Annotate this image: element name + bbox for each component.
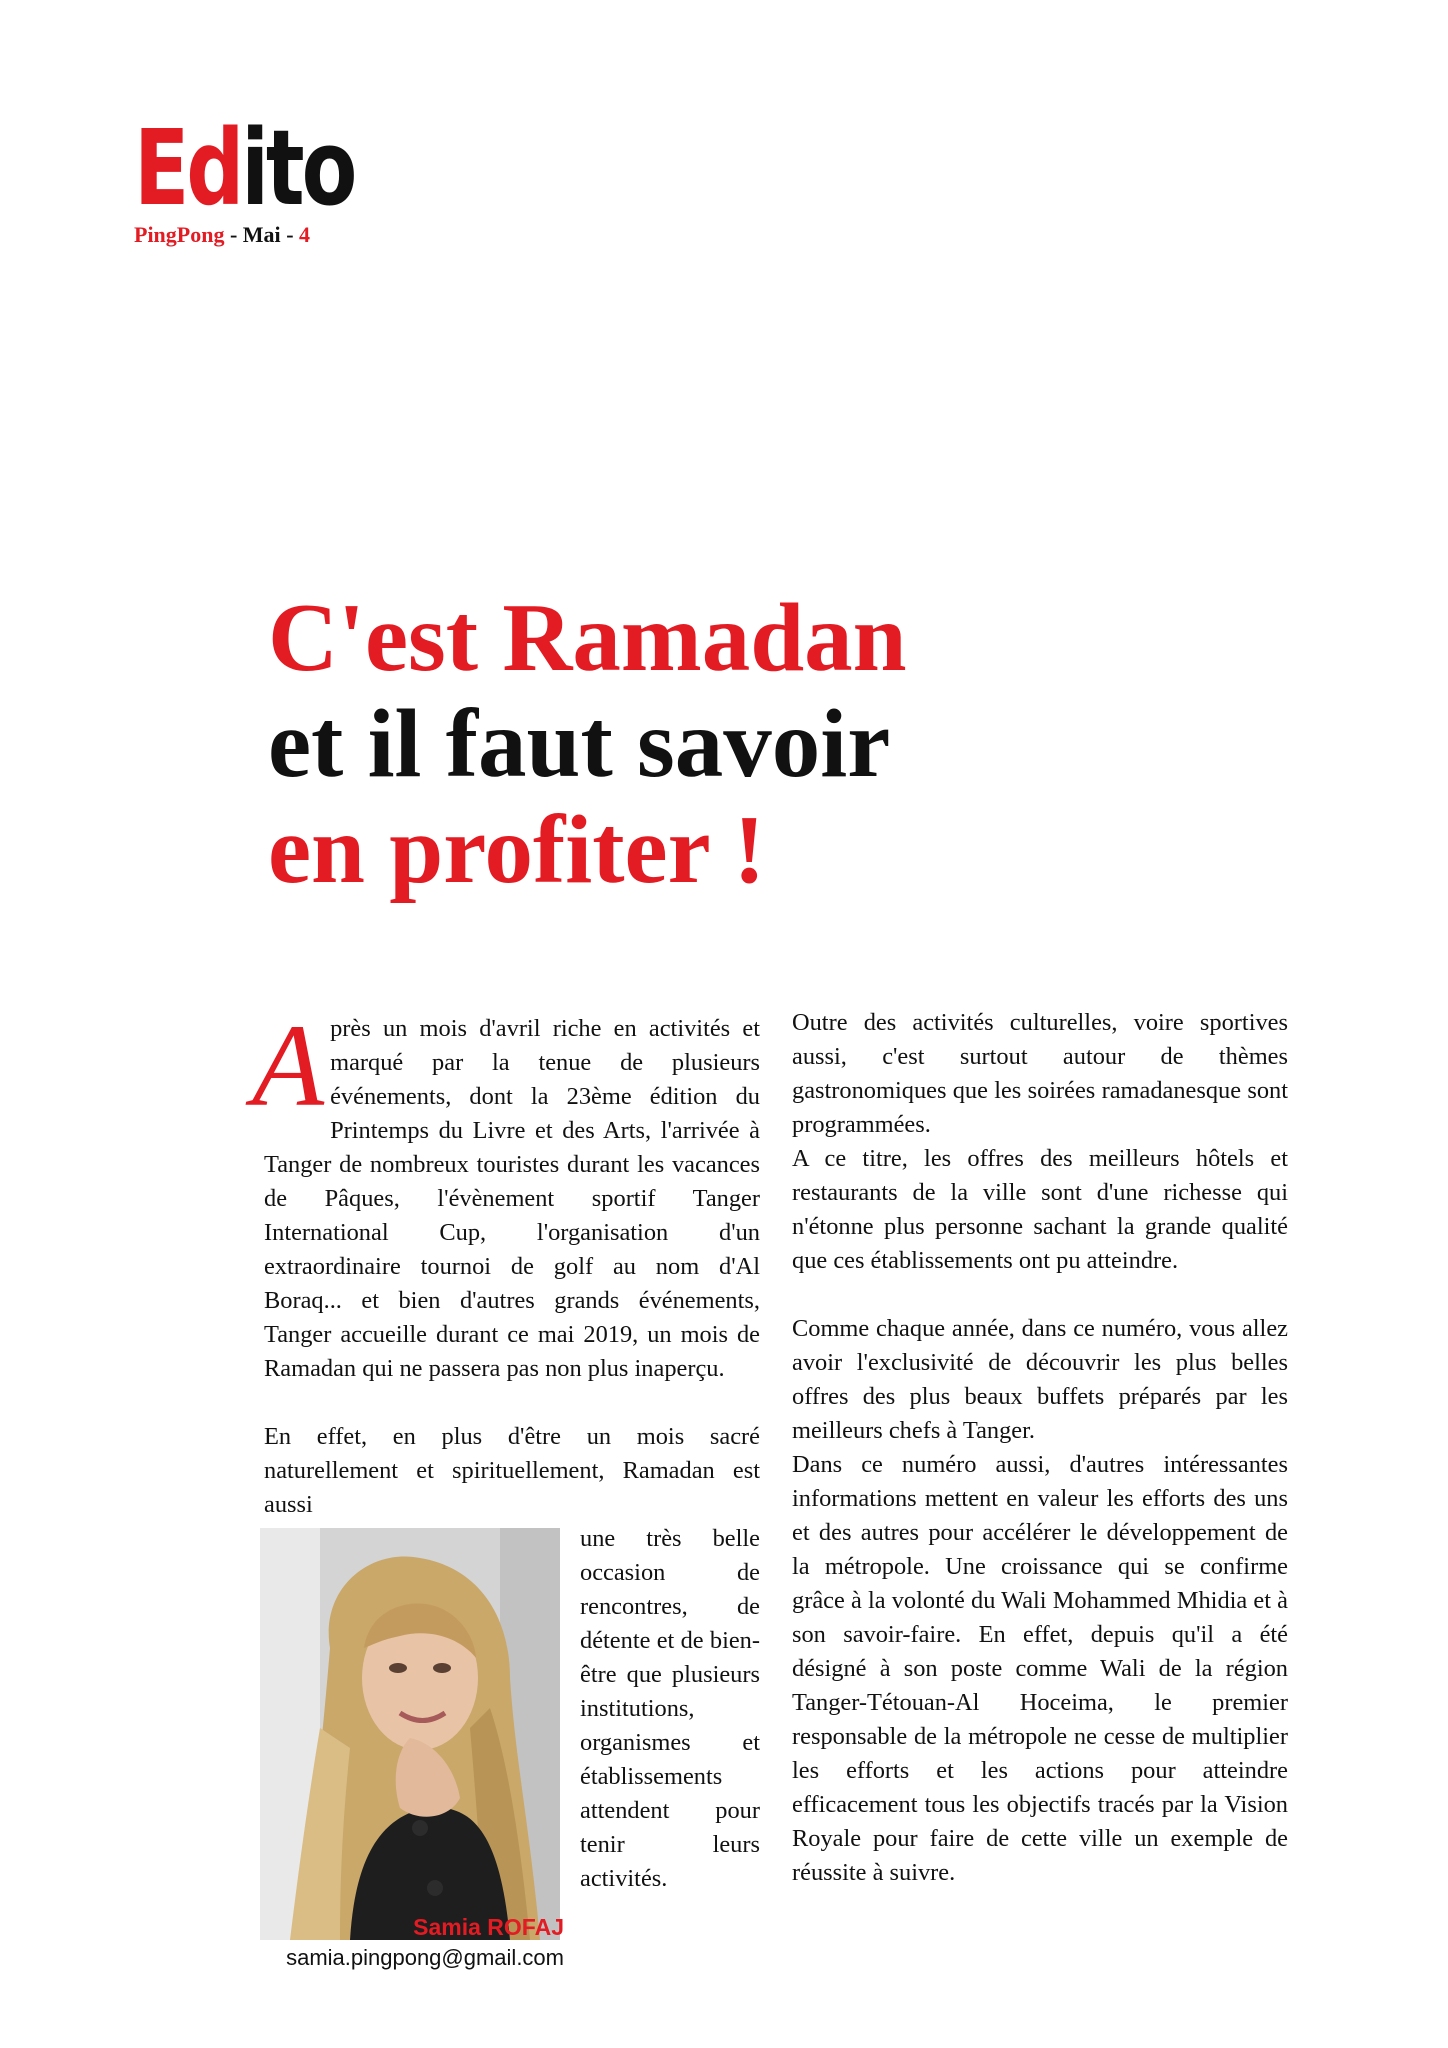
author-email[interactable]: samia.pingpong@gmail.com (286, 1945, 564, 1970)
edito-logo (134, 108, 354, 228)
issue-separator: - (224, 222, 243, 247)
drop-cap: A (252, 1000, 325, 1131)
headline-line-3: en profiter ! (268, 796, 766, 903)
article-column-left (252, 1000, 760, 1940)
issue-page-number: 4 (299, 222, 311, 247)
article-paragraph: En effet, en plus d'être un mois sacré naturellement et spirituellement, Ramadan est aussi (264, 1423, 760, 1518)
author-portrait-image (260, 1528, 560, 1940)
paragraph-text: près un mois d'avril riche en activités et marqué par la tenue de plusieurs événements, dont la 23ème édition du Printemps du Livre et des Arts, l'arrivée à Tanger de nombreux touristes durant les vacances de Pâques, l'évènement sportif Tanger International Cup, l'organisation d'un extraordinaire tournoi de golf au nom d'Al Boraq... et bien d'autres grands événements, Tanger accueille durant ce mai 2019, un mois de Ramadan qui ne passera pas non plus inaperçu. (264, 1015, 760, 1382)
masthead (134, 108, 416, 248)
article-paragraph: Outre des activités culturelles, voire sportives aussi, c'est surtout autour de thèmes gastronomiques que les soirées ramadanesque sont programmées. (792, 1009, 1288, 1138)
author-photo (260, 1528, 560, 1940)
logo-black-part: ito (241, 107, 355, 229)
headline-line-2: et il faut savoir (268, 690, 891, 797)
article-paragraph: une très belle occasion de rencontres, de détente et de bien-être que plusieurs institutions, organismes et établissements attendent pour tenir leurs activités. (580, 1525, 760, 1892)
article-paragraph: A ce titre, les offres des meilleurs hôtels et restaurants de la ville sont d'une richesse qui n'étonne plus personne sachant la grande qualité que ces établissements ont pu atteindre. (792, 1145, 1288, 1274)
article-headline (268, 585, 907, 903)
issue-magazine: PingPong (134, 222, 225, 247)
article-paragraph: Comme chaque année, dans ce numéro, vous allez avoir l'exclusivité de découvrir les plus belles offres des plus beaux buffets préparés par les meilleurs chefs à Tanger. (792, 1315, 1288, 1444)
headline-line-1: C'est Ramadan (268, 584, 907, 691)
author-name: Samia ROFAJ (413, 1914, 564, 1940)
article-paragraph (252, 1000, 760, 1386)
author-photo-block (260, 1528, 560, 1940)
article-column-right (792, 1006, 1288, 1890)
article-paragraph: Dans ce numéro aussi, d'autres intéressantes informations mettent en valeur les efforts des uns et des autres pour accélérer le développement de la métropole. Une croissance qui se confirme grâce à la volonté du Wali Mohammed Mhidia et à son savoir-faire. En effet, depuis qu'il a été désigné à son poste comme Wali de la région Tanger-Tétouan-Al Hoceima, le premier responsable de la métropole ne cesse de multiplier les efforts et les actions pour atteindre efficacement tous les objectifs tracés par la Vision Royale pour faire de cette ville un exemple de réussite à suivre. (792, 1451, 1288, 1886)
issue-separator: - (280, 222, 300, 247)
issue-month: Mai (242, 222, 281, 247)
logo-red-part: Ed (134, 107, 242, 229)
